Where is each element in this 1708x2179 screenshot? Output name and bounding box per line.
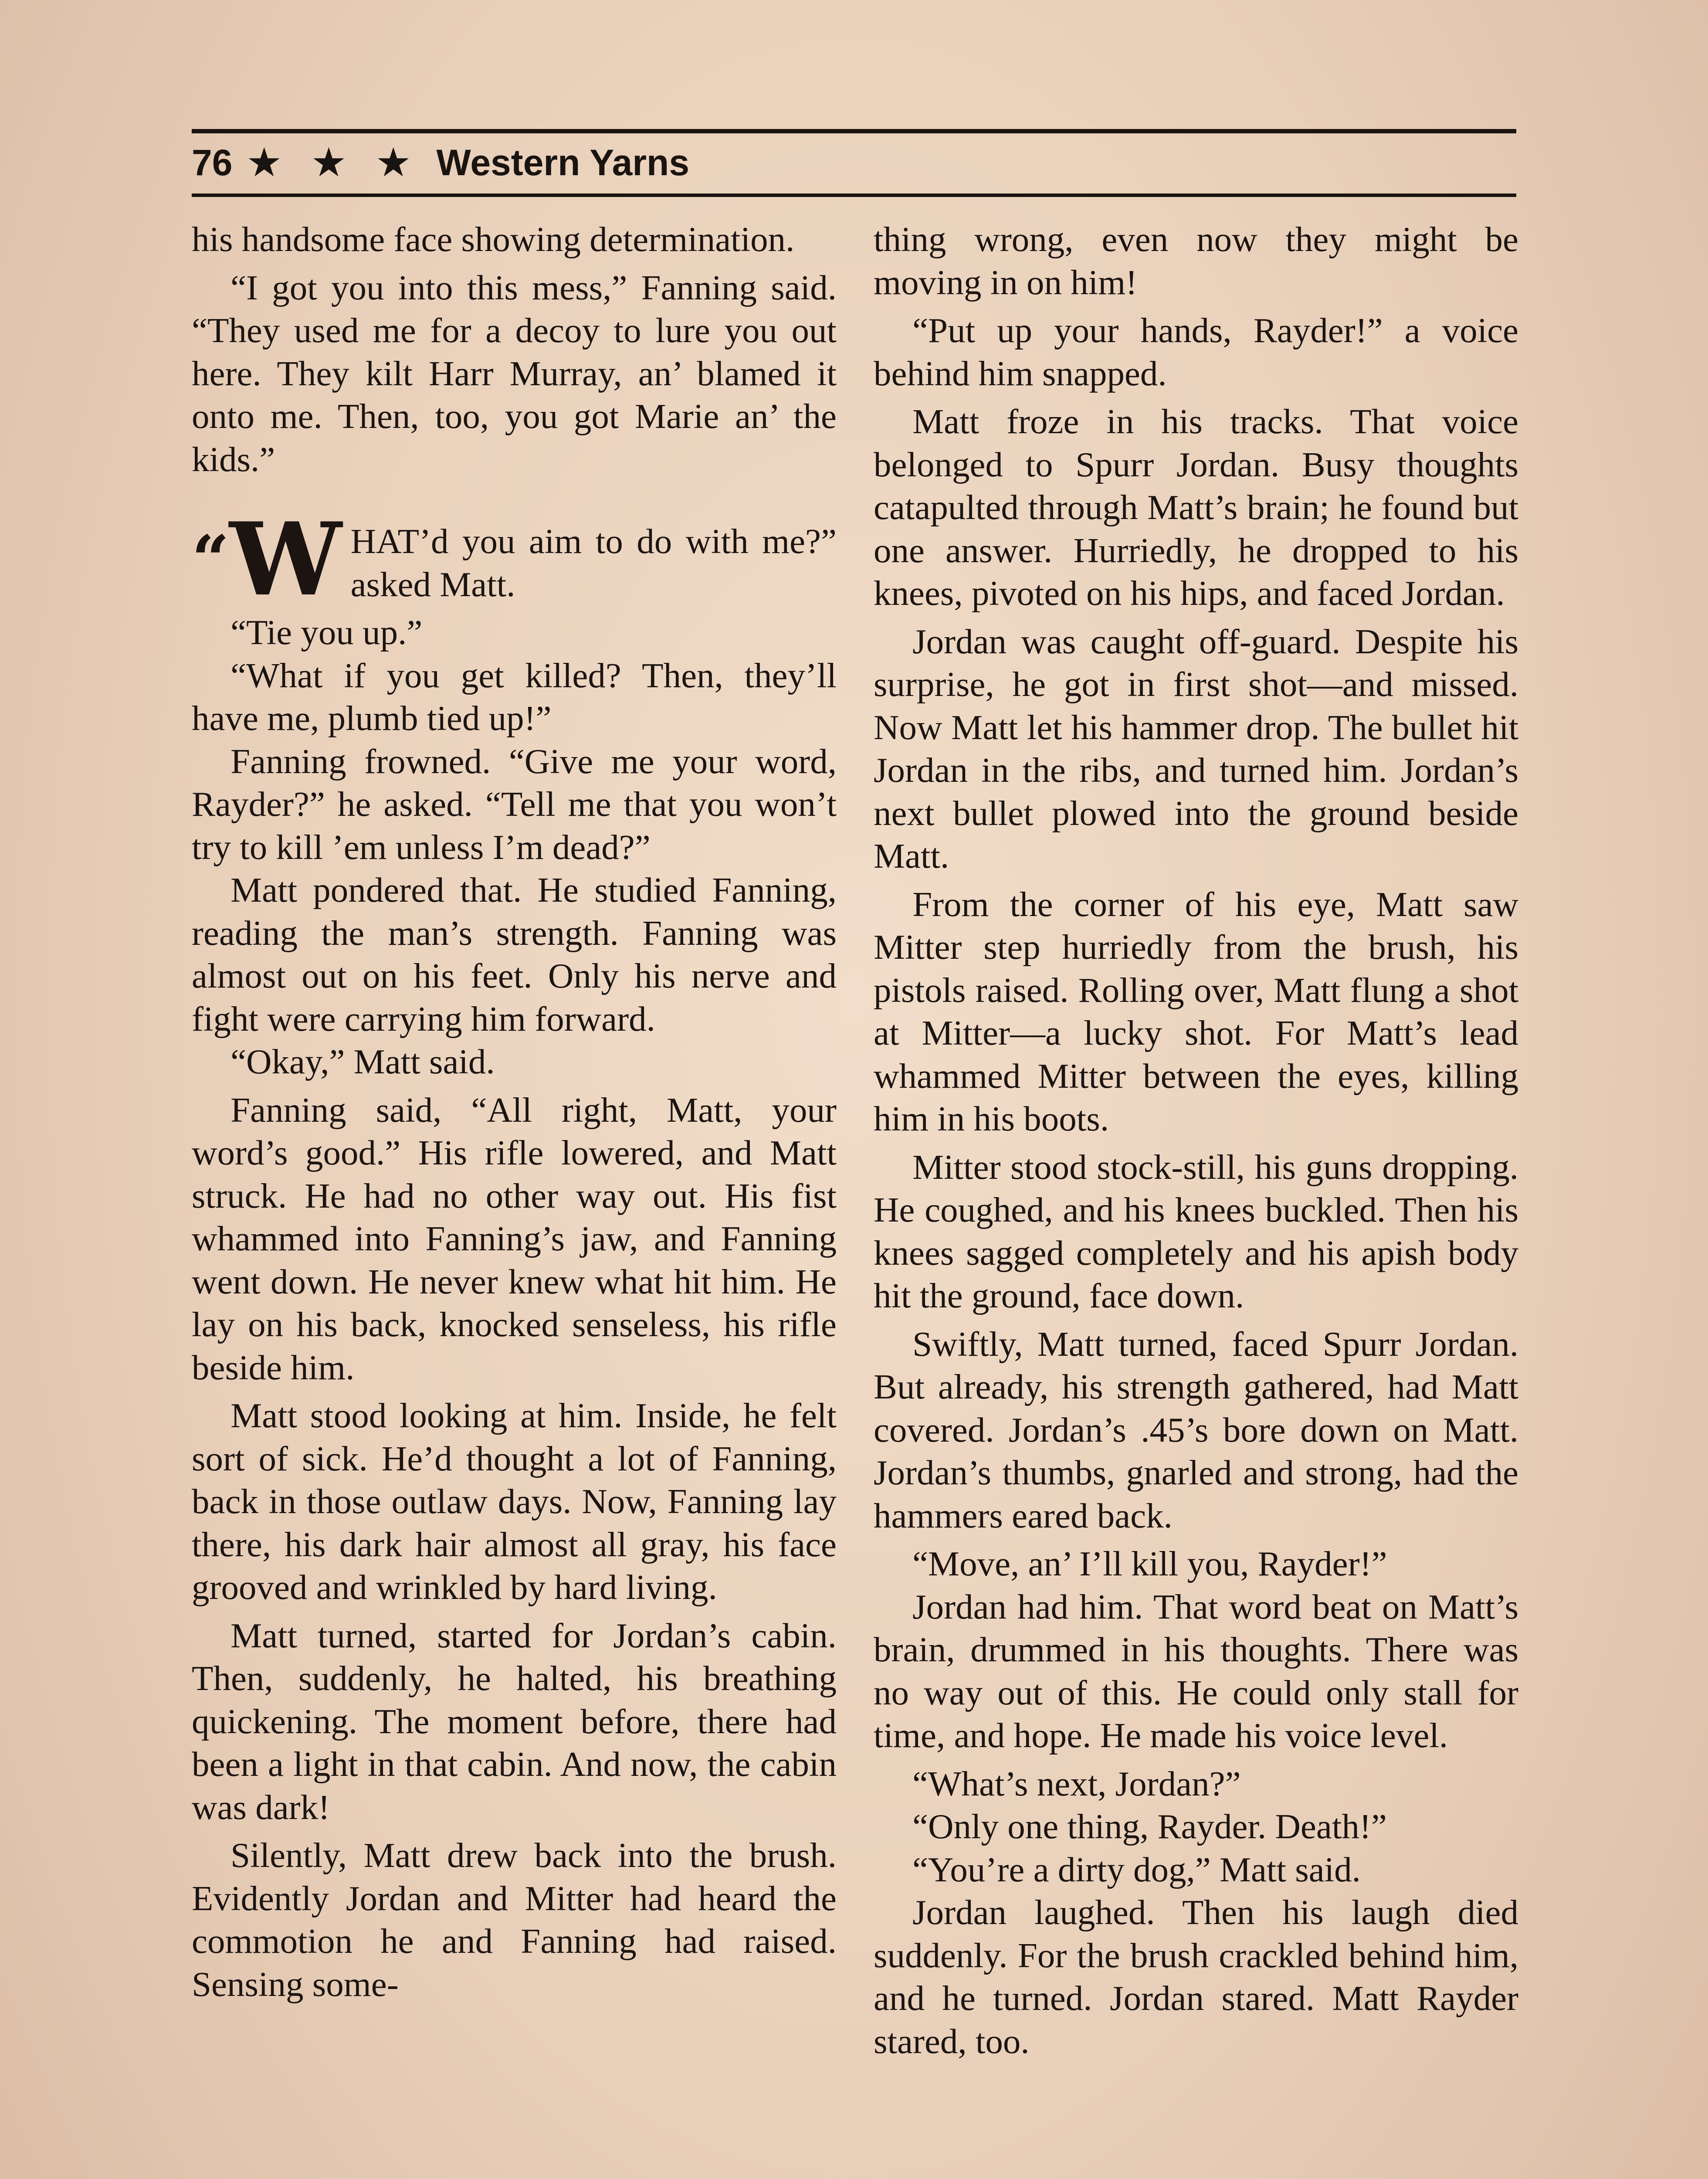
paragraph: Jordan laughed. Then his laugh died suddenly. For the brush crackled behind him, and he turned. Jordan stared. Matt Rayder stared, too. xyxy=(874,1893,1518,2061)
paragraph: thing wrong, even now they might be moving in on him! xyxy=(874,220,1518,302)
paragraph: “What if you get killed? Then, they’ll have me, plumb tied up!” xyxy=(192,655,837,738)
paragraph: “Move, an’ I’ll kill you, Rayder!” xyxy=(912,1544,1387,1583)
drop-cap-quote: “ xyxy=(192,521,230,598)
running-header xyxy=(192,139,689,187)
right-column xyxy=(874,218,1518,2068)
paragraph: Jordan had him. That word beat on Matt’s brain, drummed in his thoughts. There was no way out of this. He could only stall for time, and hope. He made his voice level. xyxy=(874,1587,1518,1755)
paragraph: “Put up your hands, Rayder!” a voice behind him snapped. xyxy=(874,311,1518,393)
paragraph: Swiftly, Matt turned, faced Spurr Jordan. But already, his strength gathered, had Matt covered. Jordan’s .45’s bore down on Matt. Jordan’s thumbs, gnarled and strong, had the hammers eared back. xyxy=(874,1324,1518,1535)
paragraph: “Only one thing, Rayder. Death!” xyxy=(912,1807,1387,1846)
paragraph: Matt pondered that. He studied Fanning, reading the man’s strength. Fanning was almost out on his feet. Only his nerve and fight were carrying him forward. xyxy=(192,870,837,1039)
paragraph: Matt turned, started for Jordan’s cabin. Then, suddenly, he halted, his breathing quickening. The moment before, there had been a light in that cabin. And now, the cabin was dark! xyxy=(192,1616,837,1827)
dropcap-paragraph xyxy=(192,501,837,618)
dropcap-text: HAT’d you aim to do with me?” asked Matt. xyxy=(350,522,837,604)
paragraph: Mitter stood stock-still, his guns dropping. He coughed, and his knees buckled. Then his knees sagged completely and his apish body hit the ground, face down. xyxy=(874,1147,1518,1315)
drop-cap-letter: W xyxy=(229,501,342,618)
paragraph: “Okay,” Matt said. xyxy=(230,1042,495,1081)
paragraph: Fanning frowned. “Give me your word, Rayder?” he asked. “Tell me that you won’t try to kill ’em unless I’m dead?” xyxy=(192,741,837,867)
paragraph: Silently, Matt drew back into the brush. Evidently Jordan and Mitter had heard the commotion he and Fanning had raised. Sensing some- xyxy=(192,1836,837,2004)
paragraph: “Tie you up.” xyxy=(230,613,423,652)
paragraph: Fanning said, “All right, Matt, your word’s good.” His rifle lowered, and Matt struck. He had no other way out. His fist whammed into Fanning’s jaw, and Fanning went down. He never knew what hit him. He lay on his back, knocked senseless, his rifle beside him. xyxy=(192,1090,837,1387)
star-icons: ★ ★ ★ xyxy=(248,143,421,183)
paragraph: From the corner of his eye, Matt saw Mitter step hurriedly from the brush, his pistols raised. Rolling over, Matt flung a shot at Mitter—a lucky shot. For Matt’s lead whammed Mitter between the eyes, killing him in his boots. xyxy=(874,884,1518,1138)
paragraph: “You’re a dirty dog,” Matt said. xyxy=(912,1850,1361,1889)
page-number: 76 xyxy=(192,142,233,183)
paragraph: his handsome face showing determination. xyxy=(192,220,795,259)
paragraph: Matt froze in his tracks. That voice belonged to Spurr Jordan. Busy thoughts catapulted through Matt’s brain; he found but one answer. Hurriedly, he dropped to his knees, pivoted on his hips, and faced Jordan. xyxy=(874,402,1518,613)
drop-cap xyxy=(192,501,342,618)
header-bottom-rule xyxy=(192,193,1516,197)
magazine-title: Western Yarns xyxy=(436,142,690,183)
paragraph: Jordan was caught off-guard. Despite his surprise, he got in first shot—and missed. Now Matt let his hammer drop. The bullet hit Jordan in the ribs, and turned him. Jordan’s next bullet plowed into the ground beside Matt. xyxy=(874,621,1518,876)
left-column xyxy=(192,218,837,2011)
header-top-rule xyxy=(192,129,1516,133)
paragraph: Matt stood looking at him. Inside, he felt sort of sick. He’d thought a lot of Fanning, back in those outlaw days. Now, Fanning lay there, his dark hair almost all gray, his face grooved and wrinkled by hard living. xyxy=(192,1396,837,1607)
paragraph: “What’s next, Jordan?” xyxy=(912,1764,1241,1803)
paragraph: “I got you into this mess,” Fanning said. “They used me for a decoy to lure you out here. They kilt Harr Murray, an’ blamed it onto me. Then, too, you got Marie an’ the kids.” xyxy=(192,268,837,479)
